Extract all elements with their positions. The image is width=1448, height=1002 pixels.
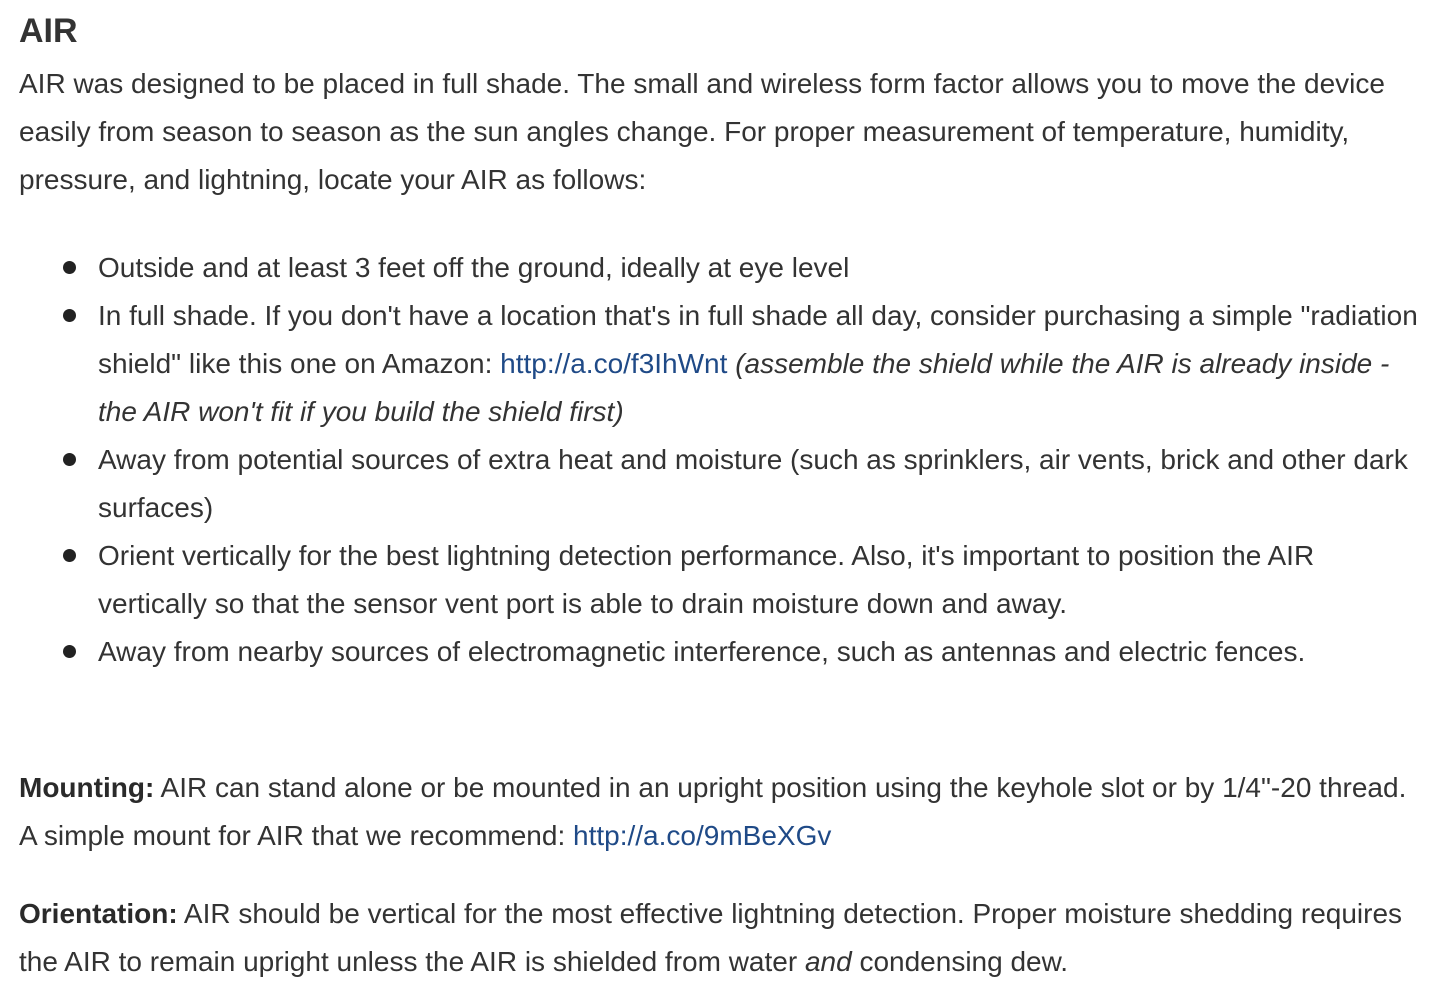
mount-link[interactable]: http://a.co/9mBeXGv [573,820,832,851]
orientation-text: AIR should be vertical for the most effective lightning detection. Proper moisture shedding requires the AIR to remain upright unless the AIR is shielded from water [19,898,1403,977]
orientation-text-end: condensing dew. [851,946,1069,977]
bullet-icon [63,645,76,658]
bullet-icon [63,453,76,466]
list-item [19,532,1429,628]
list-item [19,244,1429,292]
bullet-icon [63,309,76,322]
intro-paragraph: AIR was designed to be placed in full shade. The small and wireless form factor allows you to move the device easily from season to season as the sun angles change. For proper measurement of temperature, humidity, pressure, and lightning, locate your AIR as follows: [19,68,1385,195]
list-item [19,628,1429,676]
bullet-icon [63,549,76,562]
list-item-text: Outside and at least 3 feet off the ground, ideally at eye level [98,252,850,283]
list-item-text: Away from nearby sources of electromagnetic interference, such as antennas and electric fences. [98,636,1306,667]
orientation-label: Orientation: [19,898,178,929]
page-title: AIR [19,12,78,50]
list-item-text: Orient vertically for the best lightning detection performance. Also, it's important to position the AIR vertically so that the sensor vent port is able to drain moisture down and away. [98,540,1315,619]
mounting-paragraph [19,764,1429,860]
list-item-note: (assemble the shield while the AIR is already inside - the AIR won't fit if you build the shield first) [98,348,1390,427]
orientation-emphasis: and [804,946,852,977]
list-item [19,436,1429,532]
placement-list [19,244,1429,676]
radiation-shield-link[interactable]: http://a.co/f3IhWnt [500,348,728,379]
list-item-text: Away from potential sources of extra heat and moisture (such as sprinklers, air vents, brick and other dark surfaces) [98,444,1408,523]
bullet-icon [63,261,76,274]
list-item [19,292,1429,436]
mounting-label: Mounting: [19,772,155,803]
list-item-text: In full shade. If you don't have a location that's in full shade all day, consider purchasing a simple "radiation shield" like this one on Amazon: [98,300,1418,379]
orientation-paragraph [19,890,1429,986]
mounting-text: AIR can stand alone or be mounted in an upright position using the keyhole slot or by 1/4"-20 thread. A simple mount for AIR that we recommend: [19,772,1407,851]
